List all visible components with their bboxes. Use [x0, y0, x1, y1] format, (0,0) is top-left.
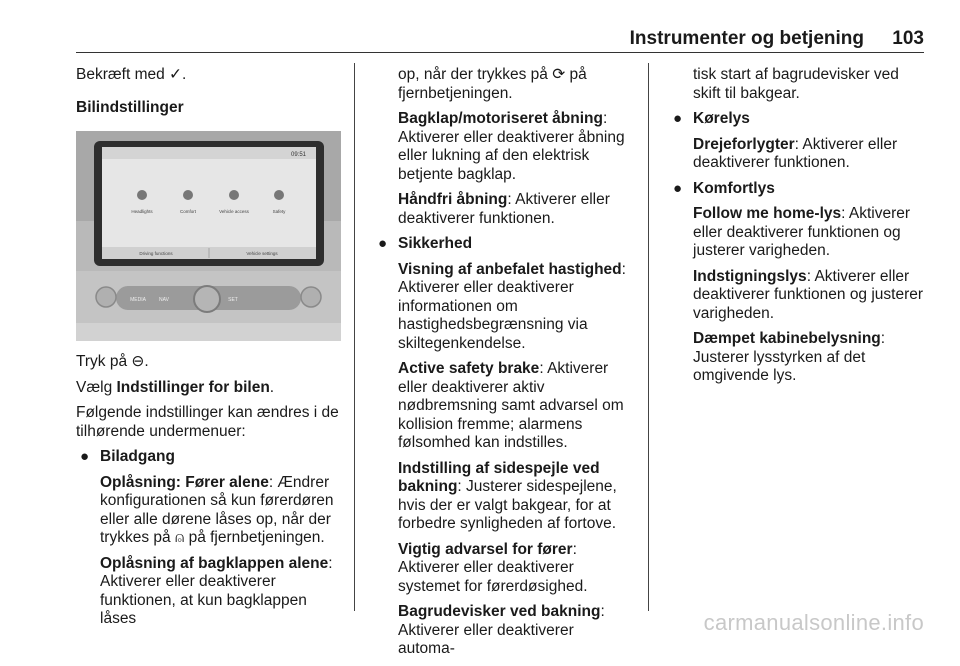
column-2 [378, 66, 634, 666]
setting-entry: Oplåsning: Fører alene: Ændrer konfigurationen så kun førerdøren eller alle dørene låses op, når der trykkes på ⍝ på fjernbetjeningen. [100, 473, 334, 546]
tile-label: Safety [272, 209, 286, 214]
setting-entry: Håndfri åbning: Aktiverer eller deaktiverer funktionen. [398, 191, 610, 227]
bullet-item: ● Biladgang Oplåsning: Fører alene: Ændrer konfigurationen så kun førerdøren eller alle dørene låses op, når der trykkes på ⍝ på fjernbetjeningen. Oplåsning af bagklappen alene: Aktiverer eller deaktiverer funktionen, at kun bagklappen låses [76, 448, 342, 629]
section-heading: Bilindstillinger [76, 98, 184, 116]
button-label: SET [228, 297, 238, 303]
page-number: 103 [892, 28, 924, 49]
setting-entry: Vigtig advarsel for fører: Aktiverer eller deaktiverer systemet for førerdøsighed. [398, 540, 588, 595]
infotainment-photo [76, 131, 341, 341]
button-label: MEDIA [130, 297, 146, 303]
unlock-icon: ⍝ [174, 529, 185, 546]
tile-label: Comfort [179, 209, 197, 214]
setting-entry: Oplåsning af bagklappen alene: Aktiverer eller deaktiverer funktionen, at kun bagklappen låses [100, 554, 333, 627]
confirm-text: Bekræft med ✓. [76, 66, 187, 83]
setting-entry: tisk start af bagrudevisker ved skift til bakgear. [693, 66, 899, 102]
bullet-item: ● Kørelys Drejeforlygter: Aktiverer eller deaktiverer funktionen. [669, 110, 927, 173]
header-rule [76, 52, 924, 53]
bullet-item: ● Komfortlys Follow me home-lys: Aktiverer eller deaktiverer funktionen og justerer varigheden. Indstigningslys: Aktiverer eller deaktiverer funktionen og justerer varigheden. Dæmpet kabinebelysning: Justerer lysstyrken af det omgivende lys. [669, 180, 927, 386]
setting-entry: Visning af anbefalet hastighed: Aktiverer eller deaktiverer informationen om hastighedsbegrænsning via skiltegenkendelse. [398, 260, 626, 352]
setting-entry: Dæmpet kabinebelysning: Justerer lysstyrken af det omgivende lys. [693, 330, 886, 384]
checkmark-icon: ✓ [169, 66, 183, 83]
setting-entry: Drejeforlygter: Aktiverer eller deaktiverer funktionen. [693, 135, 898, 171]
column-divider-2 [648, 63, 649, 611]
column-3 [669, 66, 927, 393]
tab-label: Vehicle settings [246, 251, 278, 256]
page-title: Instrumenter og betjening [629, 28, 864, 49]
instruction-press: Tryk på ⊖. [76, 353, 149, 370]
watermark: carmanualsonline.info [703, 610, 924, 635]
status-time: 09:51 [291, 152, 307, 158]
bullet-icon: ● [673, 179, 683, 197]
bullet-icon: ● [673, 110, 683, 127]
button-label: NAV [159, 297, 169, 303]
page-header [76, 28, 924, 48]
setting-entry: Bagrudevisker ved bakning: Aktiverer eller deaktiverer automa- [398, 603, 605, 657]
tile-label: Vehicle access [219, 209, 249, 214]
bullet-icon: ● [378, 235, 388, 252]
instruction-select: Vælg Indstillinger for bilen. [76, 378, 275, 396]
setting-entry: Active safety brake: Aktiverer eller deaktiverer aktiv nødbremsning samt advarsel om kollision fremme; alarmens følsomhed kan indstilles. [398, 360, 624, 451]
setting-entry: Bagklap/motoriseret åbning: Aktiverer eller deaktiverer åbning eller lukning af den elektrisk betjente bagklap. [398, 110, 625, 183]
column-1 [76, 66, 342, 636]
setting-entry: Follow me home-lys: Aktiverer eller deaktiverer funktionen og justerer varigheden. [693, 205, 911, 259]
tailgate-icon: ⟳ [552, 66, 566, 83]
setting-entry: Indstigningslys: Aktiverer eller deaktiverer funktionen og justerer varigheden. [693, 267, 924, 322]
tab-label: Driving functions [139, 251, 173, 256]
bullet-icon: ● [80, 448, 90, 465]
setting-entry: op, når der trykkes på ⟳ på fjernbetjeningen. [398, 66, 587, 102]
tile-label: Headlights [131, 209, 153, 214]
bullet-item: ● Sikkerhed Visning af anbefalet hastighed: Aktiverer eller deaktiverer informationen om hastighedsbegrænsning via skiltegenkendelse. Active safety brake: Aktiverer eller deaktiverer aktiv nødbremsning samt advarsel om kollision fremme; alarmens følsomhed kan indstilles. Indstilling af sidespejle ved bakning: Justerer sidespejlene, hvis der er valgt bakgear, for at forbedre synligheden af fortove. Vigtig advarsel for fører: Aktiverer eller deaktiverer systemet for førerdøsighed. Bagrudevisker ved bakning: Aktiverer eller deaktiverer automa- [374, 235, 634, 659]
setting-entry: Indstilling af sidespejle ved bakning: Justerer sidespejlene, hvis der er valgt bakgear, for at forbedre synligheden af fortove. [398, 459, 617, 532]
settings-key-icon: ⊖ [131, 353, 145, 370]
intro-paragraph: Følgende indstillinger kan ændres i de tilhørende undermenuer: [76, 404, 339, 440]
column-divider-1 [354, 63, 355, 611]
